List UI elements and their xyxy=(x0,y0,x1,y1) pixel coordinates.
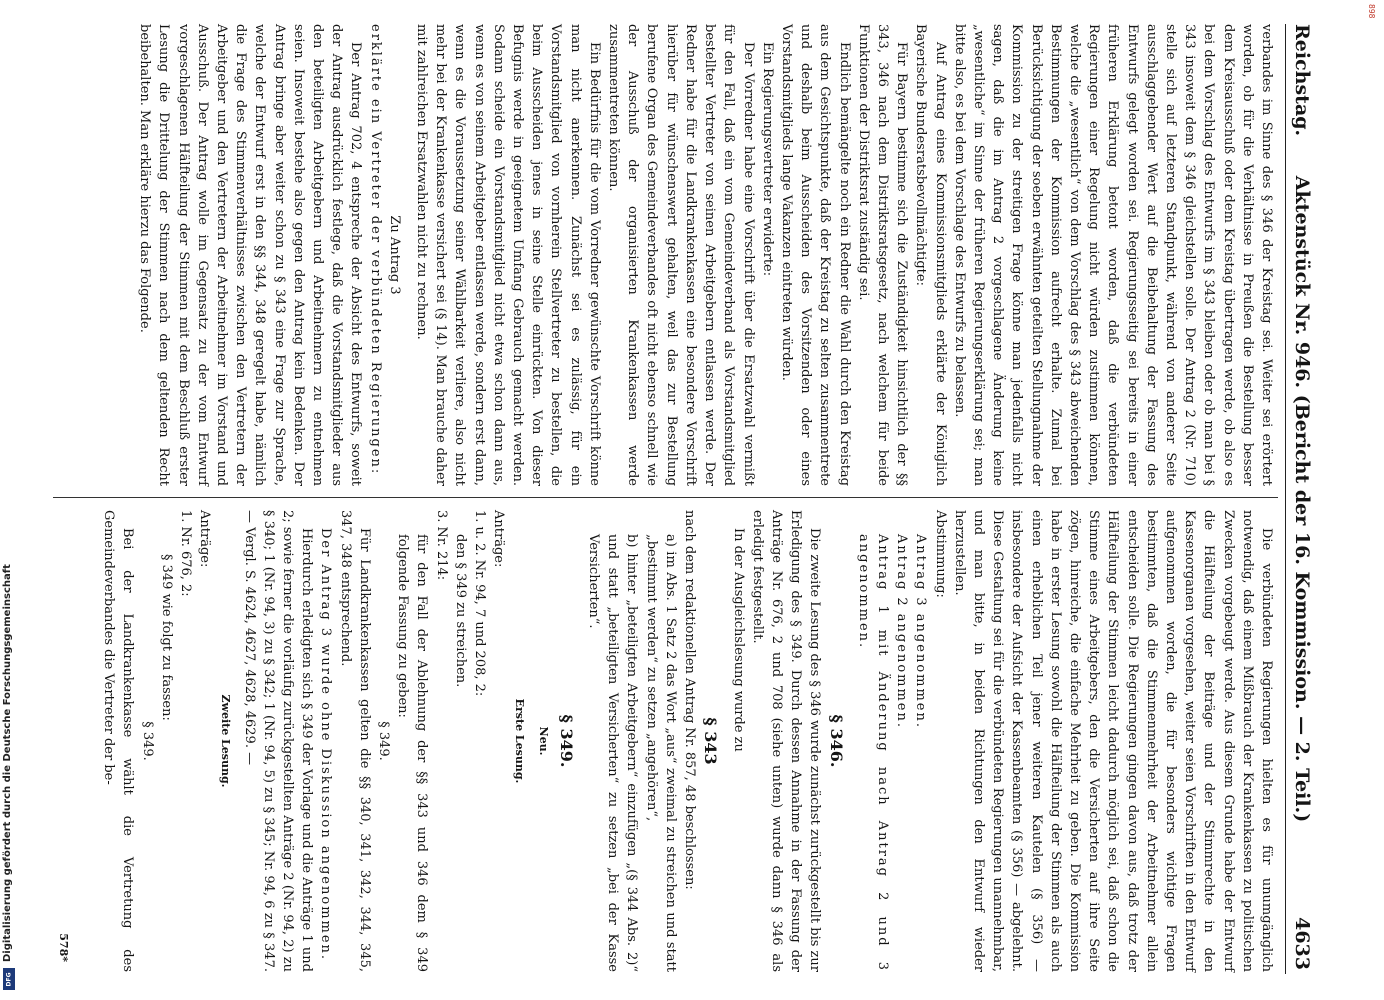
antraege-label: Anträge: xyxy=(197,510,213,568)
paragraph: Die zweite Lesung des § 346 wurde zunächst zurückgestellt bis zur Erledigung des § 349. Durch dessen Annahme in der Fassung der Anträge Nr. 676, 2 und 708 (siehe unten) wurde dann § 346 als erledigt festgestellt. xyxy=(749,510,823,972)
voting-label: Abstimmung: xyxy=(932,510,948,598)
paragraph: Der Vorredner habe eine Vorschrift über die Ersatzwahl vermißt für den Fall, daß ein vom Gemeindeverband als Vorstandsmitglied bestellter Vertreter von seinen Arbeitgebern entlassen werde. Der Redner habe für die Landkrankenkassen eine besondere Vorschrift hierüber für wünschenswert gehalten, weil das zur Bestellung berufene Organ des Gemeindeverbandes oft nicht ebenso schnell wie der Ausschuß der organisierten Krankenkassen werde zusammentreten können. xyxy=(606,24,756,486)
paragraph: Die verbündeten Regierungen hielten es für unumgänglich notwendig, daß einem Mißbrauch der Krankenkassen zu politischen Zwecken vorgebeugt werde. Aus diesem Grunde habe der Entwurf die Hälfteilung der Beiträge und der Stimmrechte in den Kassenorganen vorgesehen, weiter seien Vorschriften in den Entwurf aufgenommen worden, die für besonders wichtige Fragen bestimmten, daß die Stimmenmehrheit der Arbeitnehmer allein entscheiden solle. Die Regierungen gingen davon aus, daß trotz der Hälfteilung der Stimmen leicht dadurch möglich sei, daß schon die Stimme eines Arbeitgebers, den die Versicherten auf ihre Seite zögen, hinreiche, die einfache Mehrheit zu geben. Die Kommission habe in erster Lesung sowohl die Hälfteilung der Stimmen als auch einen erheblichen Teil jener weiteren Kautelen (§ 356) — insbesondere der Aufsicht der Kassenbeamten (§ 356) — abgelehnt. Diese Gestaltung sei für die verbündeten Regierungen unannehmbar, und man bitte, in beiden Richtungen den Entwurf wieder herzustellen. xyxy=(951,510,1274,972)
signature-mark: 578* xyxy=(57,933,70,962)
neu-label: Neu. xyxy=(536,726,550,756)
list-item: a) im Abs. 1 Satz 2 das Wort „aus“ zweimal zu streichen und statt „bestimmt werden“ zu setzen „angehören“, xyxy=(643,534,678,972)
paragraph: Der Antrag 702, 4 entspreche der Absicht des Entwurfs, soweit der Antrag ausdrücklich festlege, daß die Vorstandsmitglieder aus den beteiligten Arbeitgebern und Arbeitnehmern zu entnehmen seien. Insoweit bestehe also gegen den Antrag kein Bedenken. Der Antrag bringe aber weiter schon zu § 343 eine Frage zur Sprache, welche der Entwurf erst in den §§ 344, 348 geregelt habe, nämlich die Frage des Stimmenverhältnisses zwischen den Vertretern der Arbeitgeber und den Vertretern der Arbeitnehmer im Vorstand und Ausschuß. Der Antrag wolle im Gegensatz zu der vom Entwurf vorgeschlagenen Hälfteilung der Stimmen mit dem Beschluß erster Lesung die Drittelung der Stimmen nach dem geltenden Recht beibehalten. Man erkläre hierzu das Folgende. xyxy=(137,24,364,486)
paragraph: nach dem redaktionellen Antrag Nr. 857, 48 beschlossen: xyxy=(682,510,698,890)
dfg-logo-text: DFG xyxy=(5,971,13,987)
list-item: § 349 wie folgt zu fassen: xyxy=(158,554,174,721)
section-heading: § 343 xyxy=(701,717,721,765)
column-divider xyxy=(53,497,1278,498)
funding-caption: Digitalisierung gefördert durch die Deutsche Forschungsgemeinschaft xyxy=(2,564,13,962)
voting-row: Antrag 2 angenommen. xyxy=(894,534,910,729)
antraege-label: Anträge: xyxy=(491,510,507,568)
paragraph: Hierdurch erledigten sich § 349 der Vorlage und die Anträge 1 und 2; sowie ferner die vorläufig zurückgestellten Anträge 2 (Nr. 94, 2) zu § 340; 1 (Nr. 94, 3) zu § 342; 1 (Nr. 94, 5) zu § 345; Nr. 94, 6 zu § 347. — Vergl. S. 4624, 4627, 4628, 4629. — xyxy=(241,510,315,972)
paragraph: Auf Antrag eines Kommissionsmitglieds erklärte der Königlich Bayerische Bundesratsbevollmächtigte: xyxy=(913,24,948,486)
reading-label: Zweite Lesung. xyxy=(219,694,233,788)
section-heading: § 346. xyxy=(826,714,846,768)
list-item: 1. u. 2. Nr. 94, 7 und 208, 2: xyxy=(472,510,488,697)
paragraph: Der Antrag 3 wurde ohne Diskussion angenommen. xyxy=(318,528,334,962)
section-heading: Zu Antrag 3 xyxy=(386,215,402,295)
list-item: 1. Nr. 676, 2: xyxy=(178,510,194,597)
list-item: den § 349 zu streichen. xyxy=(452,534,468,688)
voting-row: Antrag 1 mit Änderung nach Antrag 2 und 3 angenommen. xyxy=(855,534,890,972)
scanned-page xyxy=(46,24,1318,974)
paragraph: Für Landkrankenkassen gelten die §§ 340, 341, 342, 344, 345, 347, 348 entsprechend. xyxy=(337,510,372,972)
page-header xyxy=(1285,24,1318,974)
paragraph: Ein Regierungsvertreter erwiderte: xyxy=(759,42,775,277)
list-item: 3. Nr. 214: xyxy=(433,510,449,581)
paragraph: Endlich bemängelte noch ein Redner die Wahl durch den Kreistag aus dem Gesichtspunkte, daß der Kreistag zu selten zusammentrete und deshalb beim Ausscheiden des Vorsitzenden oder eines Vorstandsmitglieds lange Vakanzen eintreten würden. xyxy=(778,24,852,486)
paragraph: verbandes im Sinne des § 346 der Kreistag sei. Weiter sei erörtert worden, ob für die Verhältnisse in Preußen die Bestellung besser dem Kreisausschuß oder dem Kreistag übertragen werde, ob also es bei dem Vorschlag des Entwurfs im § 343 bleiben oder ob man bei § 343 insoweit dem § 346 gleichstellen solle. Der Antrag 2 (Nr. 710) stelle sich auf letzteren Standpunkt, während von anderer Seite ausschlaggebender Wert auf die Beibehaltung der Fassung des Entwurfs gelegt worden sei. Regierungsseitig sei bereits in einer früheren Erklärung betont worden, daß die verbündeten Regierungen einer Regelung nicht würden zustimmen können, welche die „wesentlich“ von dem Vorschlag des § 343 abweichenden Bestimmungen der Kommission aufrecht erhalte. Zumal bei Berücksichtigung der soeben erwähnten geteilten Stellungnahme der Kommission zu der streitigen Frage könne man jedenfalls nicht sagen, daß die im Antrag 2 vorgeschlagene Änderung keine „wesentliche“ im Sinne der früheren Regierungserklärung sei; man bitte also, es bei dem Vorschlage des Entwurfs zu belassen. xyxy=(951,24,1274,486)
sub-section-heading: § 349. xyxy=(376,721,392,761)
page-number: 4633 xyxy=(1291,917,1313,970)
paragraph: In der Ausgleichslesung wurde zu xyxy=(730,528,746,752)
header-title: Aktenstück Nr. 946. (Bericht der 16. Kommission. — 2. Teil.) xyxy=(1291,175,1313,823)
left-column xyxy=(135,24,1276,486)
list-item: für den Fall der Ablehnung der §§ 343 und 346 dem § 349 folgende Fassung zu geben: xyxy=(395,534,430,972)
list-item: b) hinter „beteiligten Arbeitgebern“ einzufügen „(§ 344 Abs. 2)“ und statt „beteiligten Versicherten“ zu setzen „bei der Kasse Versicherten“. xyxy=(586,534,640,972)
right-column xyxy=(99,510,1276,972)
paragraph: Bei der Landkrankenkasse wählt die Vertretung des Gemeindeverbandes die Vertreter der be- xyxy=(101,510,136,972)
voting-row: Antrag 3 angenommen. xyxy=(913,534,929,729)
paragraph: erklärte ein Vertreter der verbündeten Regierungen: xyxy=(367,24,383,476)
dfg-logo xyxy=(3,968,15,990)
reading-label: Erste Lesung. xyxy=(513,698,527,784)
paragraph: Für Bayern bestimme sich die Zuständigkeit hinsichtlich der §§ 343, 346 nach dem Distriktsratsgesetz, nach welchem für beide Funktionen der Distriktsrat zuständig sei. xyxy=(855,24,910,486)
paragraph: Ein Bedürfnis für die vom Vorredner gewünschte Vorschrift könne man nicht anerkennen. Zunächst sei es zulässig, für ein Vorstandsmitglied von vornherein Stellvertreter zu bestellen, die beim Ausscheiden jenes in seine Stelle einrückten. Von dieser Befugnis werde in geeignetem Umfang Gebrauch gemacht werden. Sodann scheide ein Vorstandsmitglied nicht etwa schon dann aus, wenn es von seinem Arbeitgeber entlassen werde, sondern erst dann, wenn es die Voraussetzung seiner Wählbarkeit verliere, also nicht mehr bei der Krankenkasse versichert sei (§ 14). Man brauche daher mit zahlreichen Ersatzwahlen nicht zu rechnen. xyxy=(414,24,602,486)
header-left: Reichstag. xyxy=(1291,24,1313,137)
page-stamp: 898 xyxy=(1367,4,1376,19)
section-heading: § 349. xyxy=(556,714,576,768)
sub-section-heading: § 349. xyxy=(139,721,155,761)
